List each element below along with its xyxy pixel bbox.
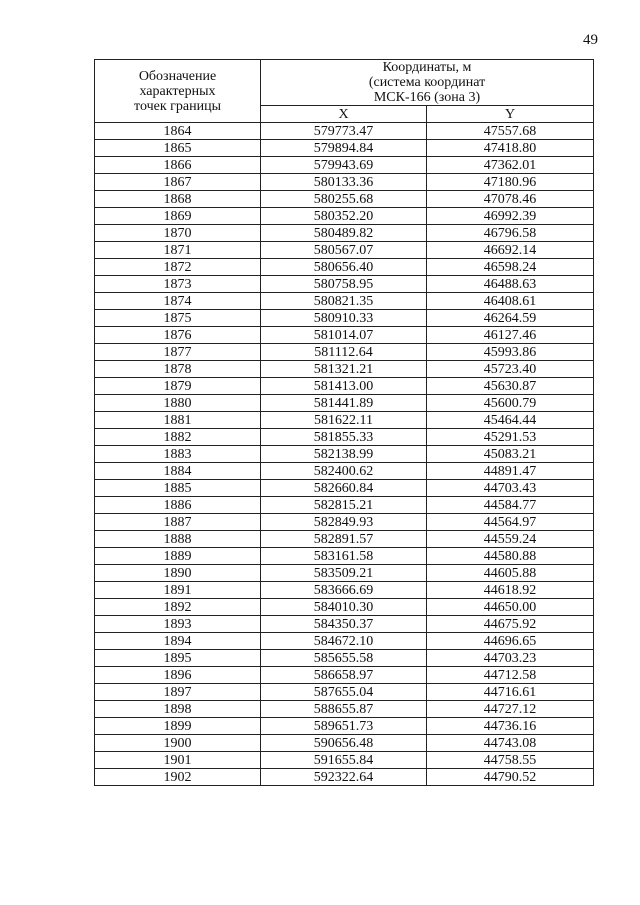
x-coordinate-cell: 581014.07 [261,327,427,344]
x-coordinate-cell: 582891.57 [261,531,427,548]
table-row [95,548,594,565]
point-id-cell: 1897 [95,684,261,701]
y-coordinate-cell: 47557.68 [427,123,594,140]
x-coordinate-cell: 580821.35 [261,293,427,310]
table-row [95,191,594,208]
point-id-cell: 1888 [95,531,261,548]
table-row [95,480,594,497]
y-coordinate-cell: 44618.92 [427,582,594,599]
y-coordinate-cell: 46408.61 [427,293,594,310]
y-coordinate-cell: 44675.92 [427,616,594,633]
y-coordinate-cell: 45083.21 [427,446,594,463]
x-coordinate-cell: 591655.84 [261,752,427,769]
table-header-row [95,60,594,106]
y-coordinate-cell: 44580.88 [427,548,594,565]
point-id-cell: 1894 [95,633,261,650]
table-row [95,650,594,667]
table-row [95,701,594,718]
x-coordinate-cell: 584672.10 [261,633,427,650]
y-coordinate-cell: 44696.65 [427,633,594,650]
table-row [95,378,594,395]
x-coordinate-cell: 587655.04 [261,684,427,701]
point-id-cell: 1891 [95,582,261,599]
point-id-cell: 1893 [95,616,261,633]
x-coordinate-cell: 581413.00 [261,378,427,395]
table-row [95,497,594,514]
points-header-line: точек границы [134,98,221,114]
table-row [95,616,594,633]
y-coordinate-cell: 44605.88 [427,565,594,582]
y-coordinate-cell: 46692.14 [427,242,594,259]
point-id-cell: 1873 [95,276,261,293]
y-coordinate-cell: 44703.23 [427,650,594,667]
table-row [95,242,594,259]
point-id-cell: 1875 [95,310,261,327]
table-row [95,667,594,684]
y-coordinate-cell: 46598.24 [427,259,594,276]
table-row [95,769,594,786]
table-row [95,157,594,174]
table-row [95,565,594,582]
table-row [95,225,594,242]
x-coordinate-cell: 581622.11 [261,412,427,429]
y-coordinate-cell: 46992.39 [427,208,594,225]
table-row [95,276,594,293]
point-id-cell: 1864 [95,123,261,140]
coords-header-line: Координаты, м [382,60,472,75]
y-coordinate-cell: 45291.53 [427,429,594,446]
y-coordinate-cell: 45993.86 [427,344,594,361]
points-header-line: характерных [139,83,216,99]
y-column-header: Y [427,106,594,123]
point-id-cell: 1885 [95,480,261,497]
y-coordinate-cell: 45723.40 [427,361,594,378]
table-row [95,684,594,701]
x-coordinate-cell: 586658.97 [261,667,427,684]
table-row [95,310,594,327]
point-id-cell: 1878 [95,361,261,378]
table-row [95,174,594,191]
y-coordinate-cell: 45630.87 [427,378,594,395]
point-id-cell: 1879 [95,378,261,395]
points-header-line: Обозначение [138,68,217,84]
x-coordinate-cell: 581321.21 [261,361,427,378]
point-id-cell: 1867 [95,174,261,191]
x-coordinate-cell: 581441.89 [261,395,427,412]
table-row [95,344,594,361]
point-id-cell: 1865 [95,140,261,157]
y-coordinate-cell: 46127.46 [427,327,594,344]
table-row [95,140,594,157]
x-coordinate-cell: 581112.64 [261,344,427,361]
x-coordinate-cell: 579894.84 [261,140,427,157]
point-id-cell: 1866 [95,157,261,174]
x-coordinate-cell: 580133.36 [261,174,427,191]
point-id-cell: 1881 [95,412,261,429]
point-id-cell: 1883 [95,446,261,463]
point-id-cell: 1877 [95,344,261,361]
table-row [95,327,594,344]
y-coordinate-cell: 44758.55 [427,752,594,769]
x-coordinate-cell: 590656.48 [261,735,427,752]
x-coordinate-cell: 579773.47 [261,123,427,140]
y-coordinate-cell: 44584.77 [427,497,594,514]
x-coordinate-cell: 583666.69 [261,582,427,599]
point-id-cell: 1869 [95,208,261,225]
table-body [95,123,594,786]
y-coordinate-cell: 45464.44 [427,412,594,429]
table-row [95,582,594,599]
x-column-header: X [261,106,427,123]
point-id-cell: 1887 [95,514,261,531]
y-coordinate-cell: 44716.61 [427,684,594,701]
table-row [95,531,594,548]
x-coordinate-cell: 589651.73 [261,718,427,735]
point-id-cell: 1895 [95,650,261,667]
table-row [95,208,594,225]
point-id-cell: 1900 [95,735,261,752]
x-coordinate-cell: 582849.93 [261,514,427,531]
x-coordinate-cell: 580567.07 [261,242,427,259]
point-id-cell: 1898 [95,701,261,718]
y-coordinate-cell: 47078.46 [427,191,594,208]
x-coordinate-cell: 582815.21 [261,497,427,514]
point-id-cell: 1871 [95,242,261,259]
x-coordinate-cell: 585655.58 [261,650,427,667]
points-column-header [95,60,261,123]
point-id-cell: 1901 [95,752,261,769]
point-id-cell: 1884 [95,463,261,480]
y-coordinate-cell: 44703.43 [427,480,594,497]
point-id-cell: 1880 [95,395,261,412]
x-coordinate-cell: 580255.68 [261,191,427,208]
x-coordinate-cell: 583509.21 [261,565,427,582]
y-coordinate-cell: 45600.79 [427,395,594,412]
x-coordinate-cell: 580489.82 [261,225,427,242]
table-row [95,123,594,140]
y-coordinate-cell: 44559.24 [427,531,594,548]
table-row [95,429,594,446]
y-coordinate-cell: 44736.16 [427,718,594,735]
table-row [95,718,594,735]
point-id-cell: 1890 [95,565,261,582]
point-id-cell: 1889 [95,548,261,565]
y-coordinate-cell: 44743.08 [427,735,594,752]
point-id-cell: 1874 [95,293,261,310]
y-coordinate-cell: 44790.52 [427,769,594,786]
coordinates-table [94,59,594,786]
x-coordinate-cell: 580910.33 [261,310,427,327]
y-coordinate-cell: 44650.00 [427,599,594,616]
x-coordinate-cell: 582400.62 [261,463,427,480]
table-row [95,361,594,378]
table-row [95,412,594,429]
coordinates-column-header [261,60,594,106]
x-coordinate-cell: 580758.95 [261,276,427,293]
point-id-cell: 1886 [95,497,261,514]
x-coordinate-cell: 588655.87 [261,701,427,718]
table-row [95,293,594,310]
point-id-cell: 1896 [95,667,261,684]
point-id-cell: 1868 [95,191,261,208]
point-id-cell: 1876 [95,327,261,344]
point-id-cell: 1882 [95,429,261,446]
coords-header-line: МСК-166 (зона 3) [373,90,481,105]
y-coordinate-cell: 46488.63 [427,276,594,293]
x-coordinate-cell: 579943.69 [261,157,427,174]
x-coordinate-cell: 582660.84 [261,480,427,497]
x-coordinate-cell: 583161.58 [261,548,427,565]
y-coordinate-cell: 47362.01 [427,157,594,174]
x-coordinate-cell: 580656.40 [261,259,427,276]
coords-header-line: (система координат [368,75,486,90]
table-row [95,735,594,752]
y-coordinate-cell: 44564.97 [427,514,594,531]
table-row [95,514,594,531]
x-coordinate-cell: 581855.33 [261,429,427,446]
x-coordinate-cell: 580352.20 [261,208,427,225]
y-coordinate-cell: 47180.96 [427,174,594,191]
x-coordinate-cell: 592322.64 [261,769,427,786]
table-row [95,463,594,480]
table-row [95,599,594,616]
y-coordinate-cell: 46796.58 [427,225,594,242]
x-coordinate-cell: 582138.99 [261,446,427,463]
x-coordinate-cell: 584010.30 [261,599,427,616]
y-coordinate-cell: 44712.58 [427,667,594,684]
point-id-cell: 1872 [95,259,261,276]
point-id-cell: 1870 [95,225,261,242]
y-coordinate-cell: 44727.12 [427,701,594,718]
y-coordinate-cell: 46264.59 [427,310,594,327]
table-row [95,446,594,463]
y-coordinate-cell: 47418.80 [427,140,594,157]
table-row [95,752,594,769]
table-row [95,633,594,650]
table-row [95,259,594,276]
page-number: 49 [583,32,598,48]
y-coordinate-cell: 44891.47 [427,463,594,480]
x-coordinate-cell: 584350.37 [261,616,427,633]
point-id-cell: 1902 [95,769,261,786]
table-row [95,395,594,412]
point-id-cell: 1899 [95,718,261,735]
point-id-cell: 1892 [95,599,261,616]
